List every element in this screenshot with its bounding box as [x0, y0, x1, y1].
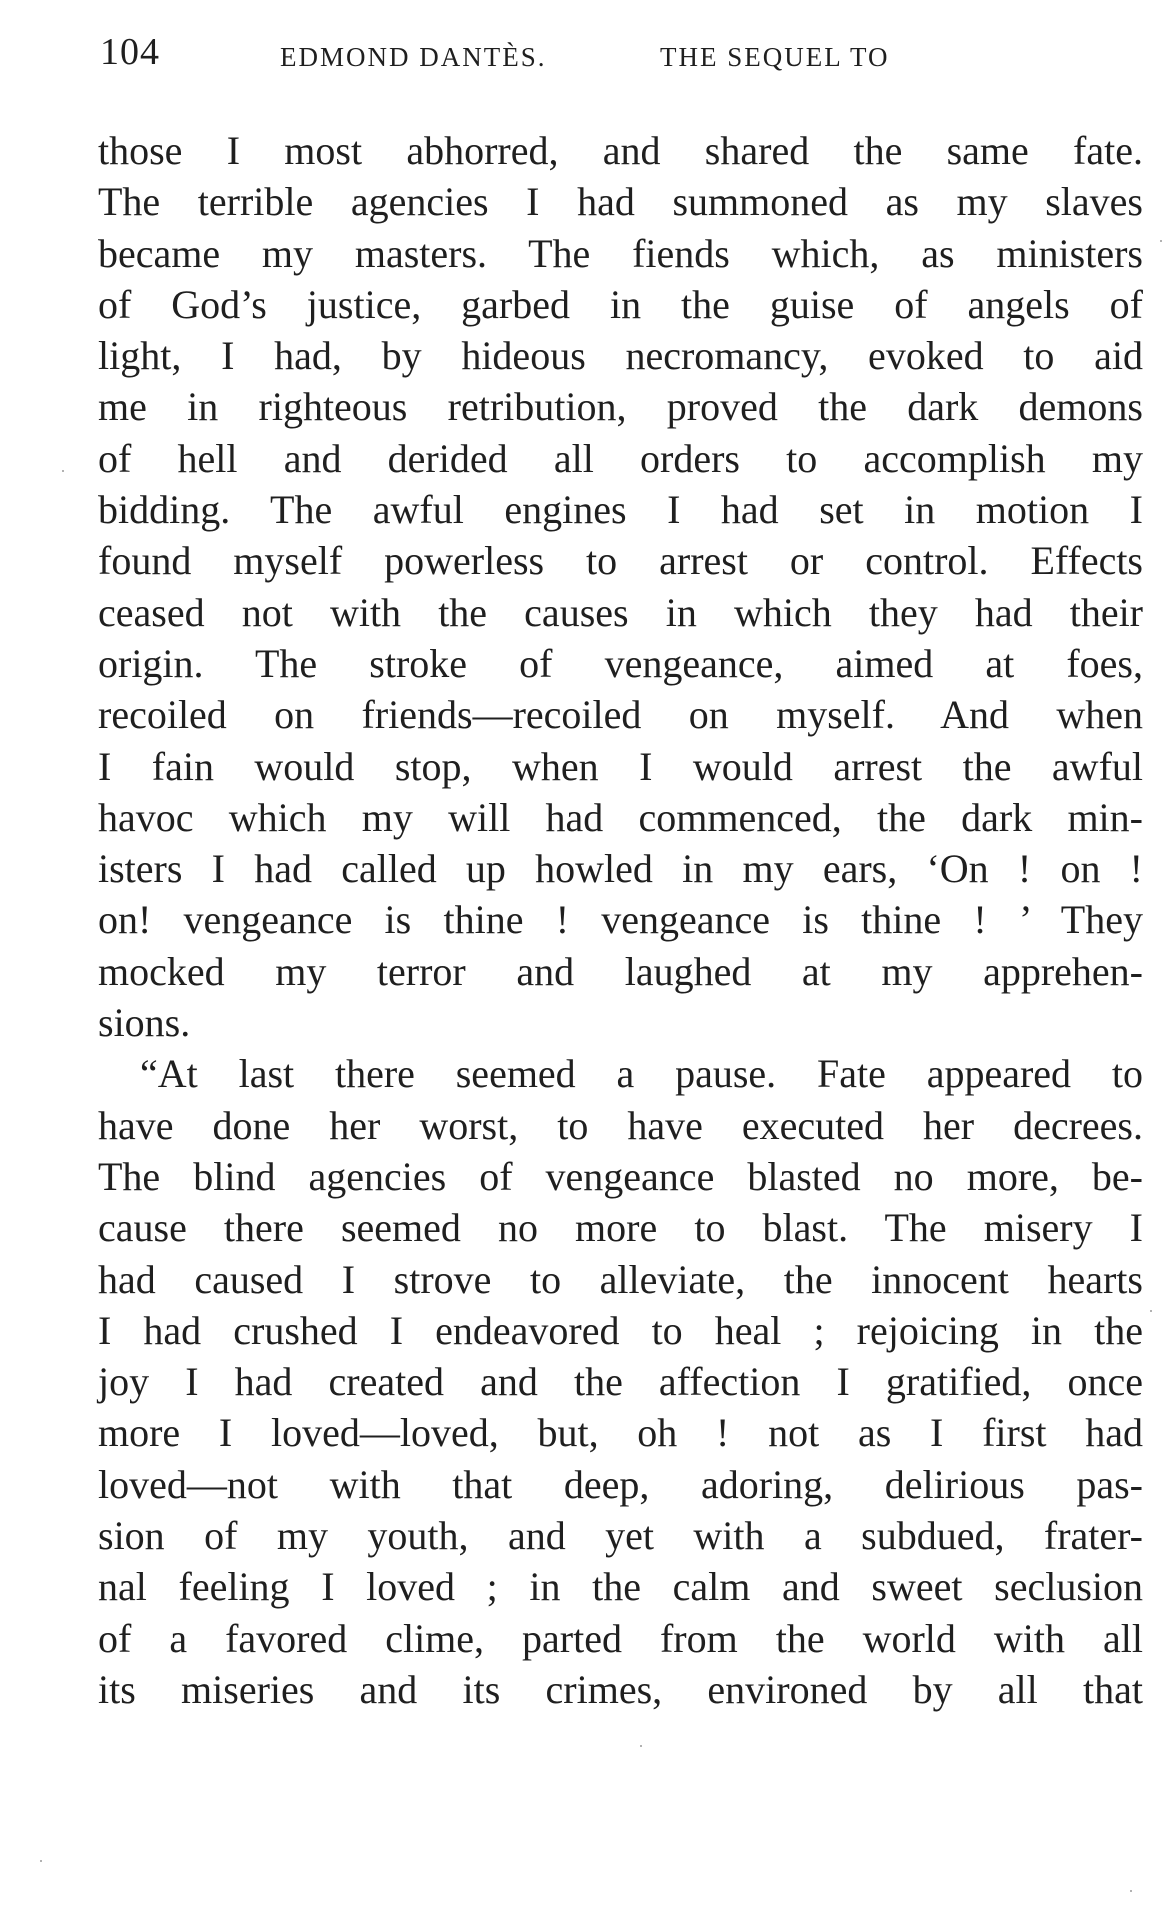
text-line: of a favored clime, parted from the world with all	[98, 1615, 1143, 1661]
text-line: became my masters. The fiends which, as ministers	[98, 230, 1143, 276]
text-line: isters I had called up howled in my ears, ‘On ! on !	[98, 846, 1143, 892]
page-number: 104	[100, 31, 160, 73]
text-line: origin. The stroke of vengeance, aimed at foes,	[98, 640, 1143, 686]
text-line: I fain would stop, when I would arrest the awful	[98, 743, 1143, 789]
text-line: cause there seemed no more to blast. The misery I	[98, 1205, 1143, 1251]
text-line: ceased not with the causes in which they had their	[98, 589, 1143, 635]
text-line: its miseries and its crimes, environed by all that	[98, 1666, 1143, 1712]
paper-speck	[640, 1745, 642, 1747]
running-head-title: EDMOND DANTÈS.	[280, 42, 547, 72]
text-line: me in righteous retribution, proved the dark demons	[98, 384, 1143, 430]
text-line: those I most abhorred, and shared the same fate.	[98, 128, 1143, 173]
text-line: light, I had, by hideous necromancy, evoked to aid	[98, 333, 1143, 379]
text-line: have done her worst, to have executed her decrees.	[98, 1102, 1143, 1148]
paper-speck	[1150, 1310, 1152, 1312]
text-line: loved—not with that deep, adoring, delirious pas-	[98, 1461, 1143, 1507]
text-line: mocked my terror and laughed at my apprehen-	[98, 948, 1143, 994]
text-line: found myself powerless to arrest or control. Effects	[98, 538, 1143, 584]
text-line: The terrible agencies I had summoned as my slaves	[98, 179, 1143, 225]
text-line: The blind agencies of vengeance blasted no more, be-	[98, 1153, 1143, 1199]
text-line: bidding. The awful engines I had set in motion I	[98, 487, 1143, 533]
paragraph-start-line: “At last there seemed a pause. Fate appeared to	[140, 1051, 1143, 1097]
paper-speck	[1130, 1890, 1132, 1892]
page-header	[100, 30, 1000, 80]
paper-speck	[40, 1860, 42, 1862]
text-line: joy I had created and the affection I gratified, once	[98, 1359, 1143, 1405]
paragraph-end-line: sions.	[98, 1000, 191, 1046]
text-line: on! vengeance is thine ! vengeance is thine ! ’ They	[98, 897, 1143, 943]
text-line: nal feeling I loved ; in the calm and sweet seclusion	[98, 1564, 1143, 1610]
text-line: more I loved—loved, but, oh ! not as I first had	[98, 1410, 1143, 1456]
text-line: I had crushed I endeavored to heal ; rejoicing in the	[98, 1307, 1143, 1353]
body-text	[98, 125, 1143, 1715]
text-line: had caused I strove to alleviate, the innocent hearts	[98, 1256, 1143, 1302]
text-line: of hell and derided all orders to accomplish my	[98, 435, 1143, 481]
text-line: sion of my youth, and yet with a subdued, frater-	[98, 1513, 1143, 1559]
text-line: of God’s justice, garbed in the guise of angels of	[98, 281, 1143, 327]
text-line: recoiled on friends—recoiled on myself. And when	[98, 692, 1143, 738]
text-line: havoc which my will had commenced, the dark min-	[98, 794, 1143, 840]
running-head-subtitle: THE SEQUEL TO	[660, 42, 890, 72]
paper-speck	[1160, 240, 1162, 242]
paper-speck	[62, 470, 64, 472]
